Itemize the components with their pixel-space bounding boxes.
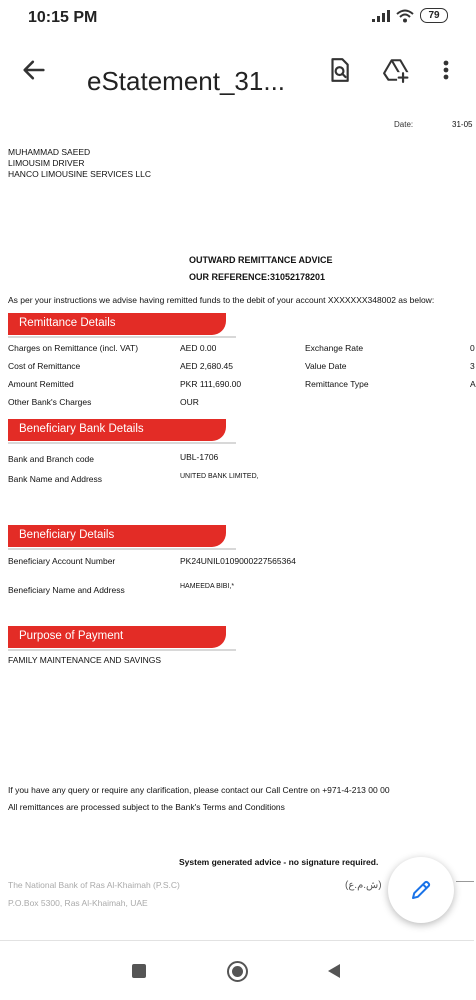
- recipient-name: MUHAMMAD SAEED: [8, 147, 91, 157]
- pencil-icon: [409, 878, 433, 902]
- row-value: UNITED BANK LIMITED,: [180, 473, 259, 480]
- section-remittance-details: [8, 313, 226, 335]
- drive-add-icon[interactable]: [383, 57, 409, 83]
- date-label: Date:: [394, 120, 414, 129]
- status-icons: [372, 8, 448, 23]
- advice-heading: OUTWARD REMITTANCE ADVICE: [189, 255, 333, 265]
- footer-divider: [456, 881, 474, 882]
- status-bar: [0, 0, 474, 36]
- recipient-company: HANCO LIMOUSINE SERVICES LLC: [8, 169, 151, 179]
- section-title: Beneficiary Bank Details: [19, 423, 144, 435]
- row-value: HAMEEDA BIBI,*: [180, 583, 235, 590]
- row-label: Remittance Type: [305, 379, 369, 389]
- section-title: Remittance Details: [19, 317, 116, 329]
- date-value: 31-05: [452, 120, 473, 129]
- more-vert-icon[interactable]: [436, 57, 456, 83]
- row-label: Other Bank's Charges: [8, 397, 92, 407]
- query-text: If you have any query or require any clarification, please contact our Call Centre on +971-4-213 00 00: [8, 785, 390, 795]
- intro-text: As per your instructions we advise having remitted funds to the debit of your account XXXXXXX348002 as below:: [8, 295, 435, 305]
- section-beneficiary-details: [8, 525, 226, 547]
- back-triangle-icon[interactable]: [327, 963, 341, 979]
- terms-text: All remittances are processed subject to the Bank's Terms and Conditions: [8, 802, 285, 812]
- section-title: Purpose of Payment: [19, 630, 124, 642]
- section-beneficiary-bank-details: [8, 419, 226, 441]
- wifi-icon: [396, 9, 414, 23]
- row-label: Exchange Rate: [305, 343, 364, 353]
- reference-number: OUR REFERENCE:31052178201: [189, 272, 326, 282]
- battery-icon: [420, 8, 448, 23]
- purpose-value: FAMILY MAINTENANCE AND SAVINGS: [8, 655, 162, 665]
- recipient-title: LIMOUSIM DRIVER: [8, 158, 85, 168]
- system-note: System generated advice - no signature required.: [179, 857, 379, 867]
- document-page: [0, 120, 474, 940]
- arrow-left-icon[interactable]: [20, 56, 48, 84]
- row-label: Beneficiary Account Number: [8, 556, 116, 566]
- status-time: 10:15 PM: [28, 9, 98, 26]
- row-label: Charges on Remittance (incl. VAT): [8, 343, 139, 353]
- home-icon[interactable]: [227, 961, 248, 982]
- row-value: A: [470, 379, 476, 389]
- recents-icon[interactable]: [132, 964, 146, 978]
- row-label: Bank and Branch code: [8, 454, 95, 464]
- row-value: AED 2,680.45: [180, 361, 233, 371]
- system-nav-bar: [0, 941, 474, 1000]
- row-value: AED 0.00: [180, 343, 217, 353]
- section-purpose-of-payment: [8, 626, 226, 648]
- row-label: Bank Name and Address: [8, 474, 103, 484]
- row-value: PKR 111,690.00: [180, 379, 242, 389]
- row-label: Value Date: [305, 361, 347, 371]
- battery-level: 79: [428, 10, 440, 21]
- row-value: PK24UNIL0109000227565364: [180, 556, 296, 566]
- footer-arabic: (ش.م.ع): [345, 880, 382, 891]
- footer-address: P.O.Box 5300, Ras Al-Khaimah, UAE: [8, 898, 148, 908]
- signal-icon: [372, 10, 390, 22]
- document-title: eStatement_31...: [87, 66, 286, 96]
- footer-bank-name: The National Bank of Ras Al-Khaimah (P.S.C): [8, 880, 180, 890]
- edit-fab-button[interactable]: [388, 857, 454, 923]
- row-label: Beneficiary Name and Address: [8, 585, 125, 595]
- app-bar: [0, 36, 474, 108]
- row-value: OUR: [180, 397, 199, 407]
- section-title: Beneficiary Details: [19, 529, 115, 541]
- row-value: 0: [470, 343, 475, 353]
- search-document-icon[interactable]: [326, 57, 352, 83]
- row-label: Cost of Remittance: [8, 361, 81, 371]
- row-label: Amount Remitted: [8, 379, 74, 389]
- row-value: 3: [470, 361, 475, 371]
- row-value: UBL-1706: [180, 452, 219, 462]
